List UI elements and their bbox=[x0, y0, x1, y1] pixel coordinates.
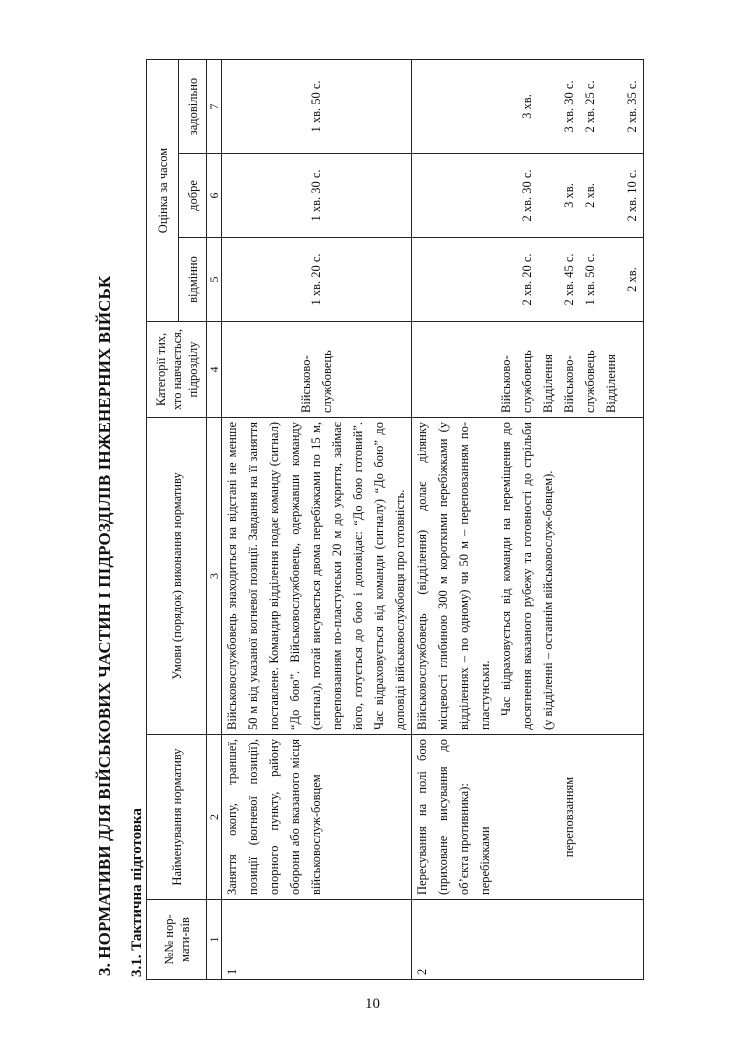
row2-satisfactory bbox=[412, 60, 644, 154]
row2-satisfactory-gap2 bbox=[601, 64, 622, 149]
row1-excellent: 1 хв. 20 с. bbox=[222, 238, 412, 322]
colnum-5: 5 bbox=[207, 238, 222, 322]
header-number: №№ нор-мати-вів bbox=[147, 900, 207, 980]
row2-satisfactory-gap1 bbox=[538, 64, 559, 149]
row1-satisfactory: 1 хв. 50 с. bbox=[222, 60, 412, 154]
row2-name-intro: Пересування на полі бою (приховане висування до об’єкта противника): bbox=[415, 739, 471, 895]
row2-good-3: 2 хв. bbox=[583, 183, 597, 208]
row2-spacer bbox=[496, 739, 559, 895]
norms-table bbox=[146, 59, 644, 980]
row2-category-3: Військово-службовець bbox=[562, 350, 597, 413]
page-number: 10 bbox=[365, 996, 380, 1012]
row2-good-spacer bbox=[412, 158, 517, 233]
colnum-1: 1 bbox=[207, 900, 222, 980]
section-title: 3.1. Тактична підготовка bbox=[129, 808, 145, 977]
row2-sub-a: перебіжками bbox=[478, 826, 492, 895]
row2-category-4: Відділення bbox=[604, 354, 618, 413]
row2-category-2: Відділення bbox=[541, 354, 555, 413]
colnum-3: 3 bbox=[207, 418, 222, 735]
table-row-2 bbox=[412, 60, 644, 980]
row2-excellent-gap2 bbox=[601, 242, 622, 317]
column-numbers-row bbox=[207, 60, 222, 980]
row2-good bbox=[412, 154, 644, 238]
row2-good-gap2 bbox=[601, 158, 622, 233]
row2-good-1: 2 хв. 30 с. bbox=[520, 169, 534, 222]
header-good: добре bbox=[179, 154, 207, 238]
row1-name: Заняття окопу, траншеї, позиції (вогневої позиції), опорного пункту, району оборони або вказаного місця військовослуж-бовцем bbox=[222, 735, 412, 900]
table-row-1 bbox=[222, 60, 412, 980]
row2-category bbox=[412, 322, 644, 418]
row2-category-1: Військово-службовець bbox=[499, 350, 534, 413]
row2-satisfactory-1: 3 хв. bbox=[520, 94, 534, 119]
row2-excellent bbox=[412, 238, 644, 322]
header-name: Найменування нормативу bbox=[147, 735, 207, 900]
row2-number: 2 bbox=[412, 900, 644, 980]
row1-conditions: Військовослужбовець знаходиться на відстані не менше 50 м від указаної вогневої позиції. Завдання на її заняття поставлене. Командир відділення подає команду (сигнал) “До бою”. Військовослужбовець, одержавши команду (сигнал), потай висувається двома перебіжками по 15 м, переповзанням по-пластунськи 20 м до укриття, займає його, готується до бою і доповідає: “До бою готовий”. Час відраховується від команди (сигналу) “До бою” до доповіді військовослужбовця про готовність. bbox=[222, 418, 412, 735]
row2-satisfactory-spacer bbox=[412, 64, 517, 149]
row2-sub-b: переповзанням bbox=[562, 776, 576, 858]
header-excellent: відмінно bbox=[179, 238, 207, 322]
colnum-7: 7 bbox=[207, 60, 222, 154]
row2-name bbox=[412, 735, 644, 900]
row2-good-gap1 bbox=[538, 158, 559, 233]
row2-conditions-p1: Військовослужбовець (відділення) долає ділянку місцевості глибиною 300 м короткими перебіжками (у відділеннях – по одному) чи 50 м – переповзанням по-пластунськи. bbox=[415, 422, 492, 730]
header-rating: Оцінка за часом bbox=[147, 60, 179, 322]
row2-conditions-p2: Час відраховується від команди на переміщення до досягнення вказаного рубежу та готовності до стрільби (у відділенні – останнім військовослуж-бовцем). bbox=[499, 422, 555, 730]
row2-satisfactory-3: 2 хв. 25 с. bbox=[583, 80, 597, 133]
header-satisfactory: задовільно bbox=[179, 60, 207, 154]
chapter-title: 3. НОРМАТИВИ ДЛЯ ВІЙСЬКОВИХ ЧАСТИН І ПІДРОЗДІЛІВ ІНЖЕНЕРНИХ ВІЙСЬК bbox=[95, 275, 114, 976]
row1-category: Військово-службовець bbox=[222, 322, 412, 418]
row2-category-spacer bbox=[412, 326, 496, 413]
header-conditions: Умови (порядок) виконання нормативу bbox=[147, 418, 207, 735]
row2-excellent-gap1 bbox=[538, 242, 559, 317]
header-category: Категорії тих, хто навчається, підрозділу bbox=[147, 322, 207, 418]
row1-good: 1 хв. 30 с. bbox=[222, 154, 412, 238]
colnum-4: 4 bbox=[207, 322, 222, 418]
header-row-top bbox=[147, 60, 179, 980]
row2-excellent-3: 1 хв. 50 с. bbox=[583, 253, 597, 306]
row2-excellent-4: 2 хв. bbox=[625, 267, 639, 292]
row2-satisfactory-2: 3 хв. 30 с. bbox=[562, 80, 576, 133]
row2-good-2: 3 хв. bbox=[562, 183, 576, 208]
row2-good-4: 2 хв. 10 с. bbox=[625, 169, 639, 222]
row2-excellent-spacer bbox=[412, 242, 517, 317]
colnum-2: 2 bbox=[207, 735, 222, 900]
row2-excellent-2: 2 хв. 45 с. bbox=[562, 253, 576, 306]
row2-excellent-1: 2 хв. 20 с. bbox=[520, 253, 534, 306]
row1-number: 1 bbox=[222, 900, 412, 980]
colnum-6: 6 bbox=[207, 154, 222, 238]
row2-conditions bbox=[412, 418, 644, 735]
row2-satisfactory-4: 2 хв. 35 с. bbox=[625, 80, 639, 133]
